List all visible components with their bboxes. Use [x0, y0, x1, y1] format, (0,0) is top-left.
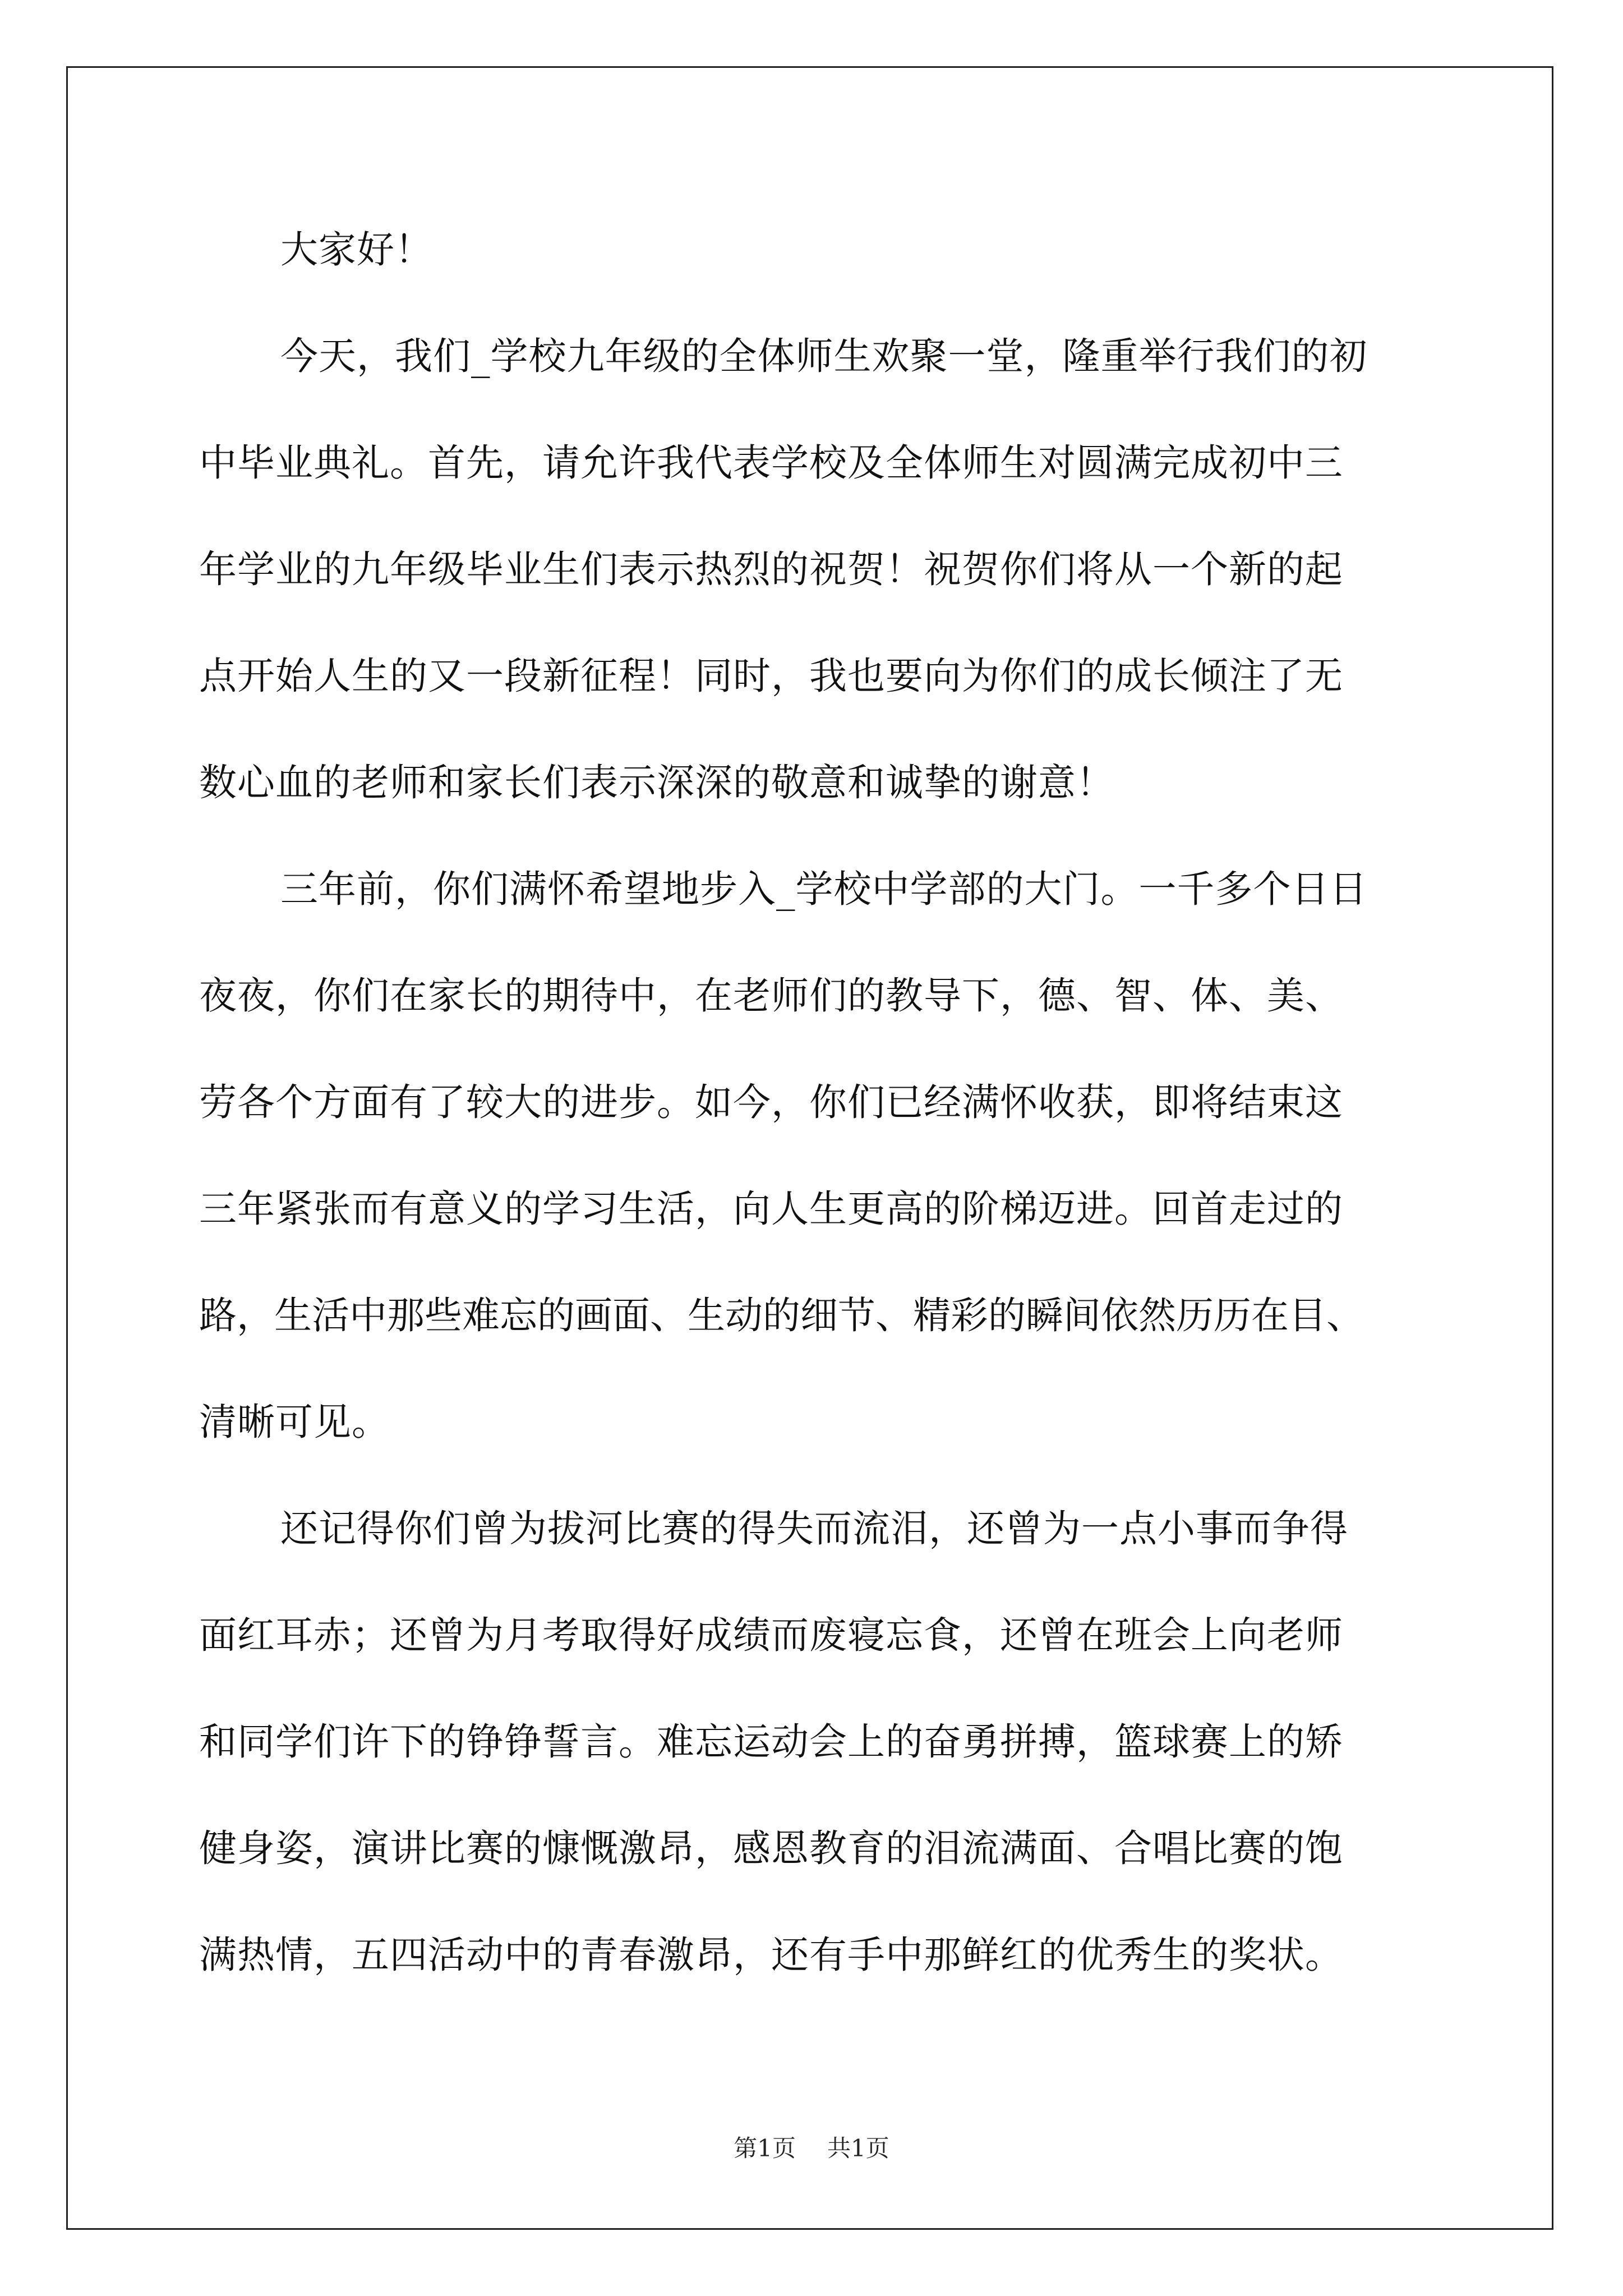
page-number: 第1页 [734, 2134, 796, 2162]
paragraph-line: 清晰可见。 [199, 1400, 390, 1444]
paragraph-line: 今天，我们_学校九年级的全体师生欢聚一堂，隆重举行我们的初 [280, 334, 1368, 378]
paragraph-line: 路，生活中那些难忘的画面、生动的细节、精彩的瞬间依然历历在目、 [199, 1294, 1364, 1337]
page-footer [0, 2132, 1623, 2165]
paragraph-line: 三年紧张而有意义的学习生活，向人生更高的阶梯迈进。回首走过的 [199, 1187, 1343, 1231]
paragraph-line: 劳各个方面有了较大的进步。如今，你们已经满怀收获，即将结束这 [199, 1080, 1343, 1124]
paragraph-line: 还记得你们曾为拔河比赛的得失而流泪，还曾为一点小事而争得 [280, 1507, 1348, 1550]
paragraph-line: 面红耳赤；还曾为月考取得好成绩而废寝忘食，还曾在班会上向老师 [199, 1613, 1343, 1657]
paragraph-line: 数心血的老师和家长们表示深深的敬意和诚挚的谢意！ [199, 761, 1114, 804]
paragraph-line: 和同学们许下的铮铮誓言。难忘运动会上的奋勇拼搏，篮球赛上的矫 [199, 1720, 1343, 1764]
paragraph-line: 年学业的九年级毕业生们表示热烈的祝贺！祝贺你们将从一个新的起 [199, 547, 1343, 591]
paragraph-line: 满热情，五四活动中的青春激昂，还有手中那鲜红的优秀生的奖状。 [199, 1933, 1343, 1977]
paragraph-line: 三年前，你们满怀希望地步入_学校中学部的大门。一千多个日日 [280, 867, 1368, 911]
page-total: 共1页 [827, 2134, 889, 2162]
paragraph-line: 大家好！ [280, 228, 433, 272]
paragraph-line: 夜夜，你们在家长的期待中，在老师们的教导下，德、智、体、美、 [199, 974, 1343, 1018]
paragraph-line: 点开始人生的又一段新征程！同时，我也要向为你们的成长倾注了无 [199, 654, 1343, 698]
document-body [199, 208, 1424, 2019]
paragraph-line: 健身姿，演讲比赛的慷慨激昂，感恩教育的泪流满面、合唱比赛的饱 [199, 1826, 1343, 1870]
paragraph-line: 中毕业典礼。首先，请允许我代表学校及全体师生对圆满完成初中三 [199, 441, 1343, 485]
